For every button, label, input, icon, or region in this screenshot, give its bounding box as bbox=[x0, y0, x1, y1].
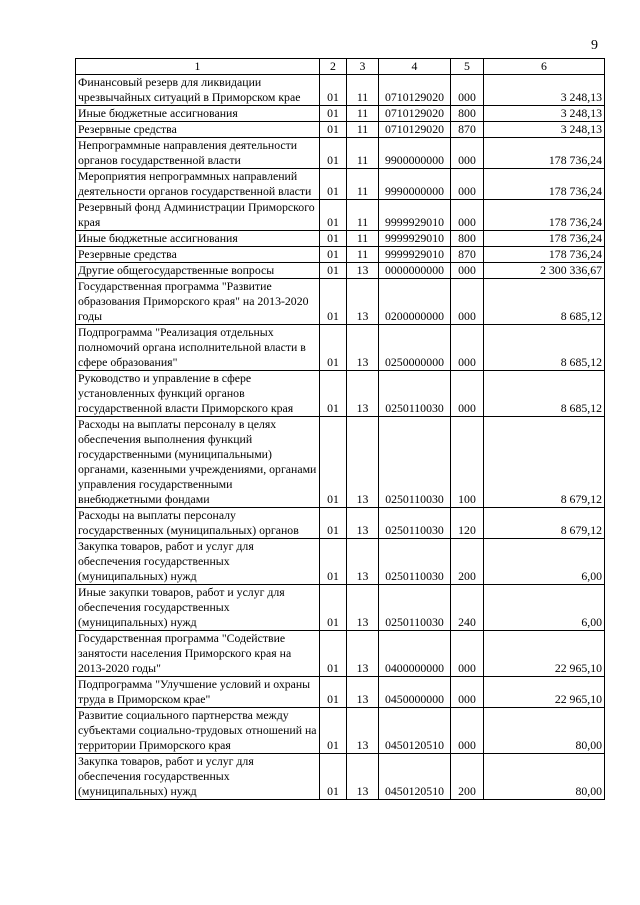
table-row bbox=[76, 138, 605, 169]
row-target-article-cell: 0710129020 bbox=[379, 122, 451, 138]
row-subsection-cell: 13 bbox=[347, 708, 379, 754]
row-expense-type-cell: 000 bbox=[451, 708, 484, 754]
row-subsection-cell: 11 bbox=[347, 169, 379, 200]
row-section-cell: 01 bbox=[320, 75, 347, 106]
row-section-cell: 01 bbox=[320, 585, 347, 631]
row-expense-type-cell: 800 bbox=[451, 106, 484, 122]
row-section-cell: 01 bbox=[320, 138, 347, 169]
row-subsection-cell: 11 bbox=[347, 231, 379, 247]
row-name-cell: Иные бюджетные ассигнования bbox=[76, 231, 320, 247]
row-target-article-cell: 0250000000 bbox=[379, 325, 451, 371]
table-row bbox=[76, 231, 605, 247]
row-target-article-cell: 0250110030 bbox=[379, 539, 451, 585]
row-sum-cell: 3 248,13 bbox=[484, 106, 605, 122]
row-target-article-cell: 0250110030 bbox=[379, 371, 451, 417]
table-row bbox=[76, 75, 605, 106]
row-target-article-cell: 0710129020 bbox=[379, 75, 451, 106]
row-name-cell: Непрограммные направления деятельности органов государственной власти bbox=[76, 138, 320, 169]
column-header-5: 5 bbox=[451, 59, 484, 75]
row-sum-cell: 178 736,24 bbox=[484, 231, 605, 247]
row-section-cell: 01 bbox=[320, 279, 347, 325]
column-header-4: 4 bbox=[379, 59, 451, 75]
row-name-cell: Расходы на выплаты персоналу государственных (муниципальных) органов bbox=[76, 508, 320, 539]
row-subsection-cell: 13 bbox=[347, 279, 379, 325]
row-section-cell: 01 bbox=[320, 106, 347, 122]
row-section-cell: 01 bbox=[320, 169, 347, 200]
table-row bbox=[76, 677, 605, 708]
row-subsection-cell: 13 bbox=[347, 631, 379, 677]
row-sum-cell: 3 248,13 bbox=[484, 122, 605, 138]
row-subsection-cell: 13 bbox=[347, 325, 379, 371]
row-sum-cell: 6,00 bbox=[484, 539, 605, 585]
row-target-article-cell: 0000000000 bbox=[379, 263, 451, 279]
row-target-article-cell: 9990000000 bbox=[379, 169, 451, 200]
table-row bbox=[76, 279, 605, 325]
row-subsection-cell: 13 bbox=[347, 754, 379, 800]
table-row bbox=[76, 169, 605, 200]
column-header-1: 1 bbox=[76, 59, 320, 75]
row-expense-type-cell: 000 bbox=[451, 169, 484, 200]
row-sum-cell: 3 248,13 bbox=[484, 75, 605, 106]
row-name-cell: Резервные средства bbox=[76, 122, 320, 138]
row-subsection-cell: 13 bbox=[347, 371, 379, 417]
row-expense-type-cell: 870 bbox=[451, 122, 484, 138]
row-name-cell: Другие общегосударственные вопросы bbox=[76, 263, 320, 279]
page-number: 9 bbox=[591, 38, 598, 53]
row-target-article-cell: 0250110030 bbox=[379, 585, 451, 631]
table-header-row bbox=[76, 59, 605, 75]
row-expense-type-cell: 000 bbox=[451, 75, 484, 106]
row-name-cell: Подпрограмма "Улучшение условий и охраны труда в Приморском крае" bbox=[76, 677, 320, 708]
row-expense-type-cell: 000 bbox=[451, 325, 484, 371]
row-expense-type-cell: 000 bbox=[451, 677, 484, 708]
row-name-cell: Развитие социального партнерства между субъектами социально-трудовых отношений на территории Приморского края bbox=[76, 708, 320, 754]
row-sum-cell: 22 965,10 bbox=[484, 677, 605, 708]
row-subsection-cell: 11 bbox=[347, 200, 379, 231]
row-sum-cell: 178 736,24 bbox=[484, 200, 605, 231]
row-subsection-cell: 13 bbox=[347, 263, 379, 279]
row-subsection-cell: 11 bbox=[347, 75, 379, 106]
row-name-cell: Закупка товаров, работ и услуг для обеспечения государственных (муниципальных) нужд bbox=[76, 539, 320, 585]
row-sum-cell: 8 685,12 bbox=[484, 279, 605, 325]
row-sum-cell: 80,00 bbox=[484, 708, 605, 754]
row-target-article-cell: 0450120510 bbox=[379, 708, 451, 754]
row-section-cell: 01 bbox=[320, 200, 347, 231]
row-target-article-cell: 9999929010 bbox=[379, 200, 451, 231]
row-name-cell: Государственная программа "Развитие образования Приморского края" на 2013-2020 годы bbox=[76, 279, 320, 325]
row-expense-type-cell: 200 bbox=[451, 539, 484, 585]
row-section-cell: 01 bbox=[320, 231, 347, 247]
row-expense-type-cell: 800 bbox=[451, 231, 484, 247]
row-name-cell: Закупка товаров, работ и услуг для обеспечения государственных (муниципальных) нужд bbox=[76, 754, 320, 800]
row-sum-cell: 8 679,12 bbox=[484, 417, 605, 508]
row-subsection-cell: 13 bbox=[347, 417, 379, 508]
row-name-cell: Резервные средства bbox=[76, 247, 320, 263]
row-section-cell: 01 bbox=[320, 417, 347, 508]
row-section-cell: 01 bbox=[320, 754, 347, 800]
row-sum-cell: 22 965,10 bbox=[484, 631, 605, 677]
row-expense-type-cell: 000 bbox=[451, 200, 484, 231]
row-section-cell: 01 bbox=[320, 371, 347, 417]
row-name-cell: Иные бюджетные ассигнования bbox=[76, 106, 320, 122]
row-name-cell: Расходы на выплаты персоналу в целях обеспечения выполнения функций государственными (муниципальными) органами, казенными учреждениями, органами управления государственными внебюджетными фондами bbox=[76, 417, 320, 508]
row-expense-type-cell: 000 bbox=[451, 371, 484, 417]
row-name-cell: Государственная программа "Содействие занятости населения Приморского края на 2013-2020 годы" bbox=[76, 631, 320, 677]
row-expense-type-cell: 200 bbox=[451, 754, 484, 800]
row-name-cell: Подпрограмма "Реализация отдельных полномочий органа исполнительной власти в сфере образования" bbox=[76, 325, 320, 371]
row-sum-cell: 8 685,12 bbox=[484, 371, 605, 417]
row-subsection-cell: 13 bbox=[347, 508, 379, 539]
row-target-article-cell: 9999929010 bbox=[379, 231, 451, 247]
row-target-article-cell: 0450000000 bbox=[379, 677, 451, 708]
row-expense-type-cell: 870 bbox=[451, 247, 484, 263]
budget-table bbox=[75, 58, 605, 800]
row-sum-cell: 178 736,24 bbox=[484, 247, 605, 263]
row-section-cell: 01 bbox=[320, 325, 347, 371]
row-sum-cell: 8 679,12 bbox=[484, 508, 605, 539]
table-row bbox=[76, 325, 605, 371]
table-row bbox=[76, 122, 605, 138]
column-header-2: 2 bbox=[320, 59, 347, 75]
table-row bbox=[76, 263, 605, 279]
row-section-cell: 01 bbox=[320, 508, 347, 539]
table-row bbox=[76, 371, 605, 417]
table-row bbox=[76, 585, 605, 631]
row-target-article-cell: 0250110030 bbox=[379, 417, 451, 508]
row-section-cell: 01 bbox=[320, 122, 347, 138]
row-target-article-cell: 0250110030 bbox=[379, 508, 451, 539]
row-target-article-cell: 0710129020 bbox=[379, 106, 451, 122]
row-name-cell: Руководство и управление в сфере установленных функций органов государственной власти Приморского края bbox=[76, 371, 320, 417]
row-target-article-cell: 0400000000 bbox=[379, 631, 451, 677]
row-subsection-cell: 11 bbox=[347, 247, 379, 263]
row-expense-type-cell: 000 bbox=[451, 138, 484, 169]
table-row bbox=[76, 247, 605, 263]
row-section-cell: 01 bbox=[320, 539, 347, 585]
row-sum-cell: 6,00 bbox=[484, 585, 605, 631]
row-sum-cell: 80,00 bbox=[484, 754, 605, 800]
row-subsection-cell: 13 bbox=[347, 585, 379, 631]
row-target-article-cell: 9999929010 bbox=[379, 247, 451, 263]
row-expense-type-cell: 100 bbox=[451, 417, 484, 508]
row-expense-type-cell: 240 bbox=[451, 585, 484, 631]
table-row bbox=[76, 754, 605, 800]
row-expense-type-cell: 000 bbox=[451, 263, 484, 279]
row-section-cell: 01 bbox=[320, 247, 347, 263]
table-row bbox=[76, 708, 605, 754]
row-section-cell: 01 bbox=[320, 708, 347, 754]
row-subsection-cell: 11 bbox=[347, 106, 379, 122]
row-subsection-cell: 13 bbox=[347, 677, 379, 708]
row-section-cell: 01 bbox=[320, 677, 347, 708]
table-row bbox=[76, 106, 605, 122]
row-target-article-cell: 9900000000 bbox=[379, 138, 451, 169]
column-header-6: 6 bbox=[484, 59, 605, 75]
row-subsection-cell: 13 bbox=[347, 539, 379, 585]
row-name-cell: Финансовый резерв для ликвидации чрезвычайных ситуаций в Приморском крае bbox=[76, 75, 320, 106]
table-row bbox=[76, 508, 605, 539]
column-header-3: 3 bbox=[347, 59, 379, 75]
row-sum-cell: 178 736,24 bbox=[484, 138, 605, 169]
table-row bbox=[76, 200, 605, 231]
table-row bbox=[76, 631, 605, 677]
row-target-article-cell: 0200000000 bbox=[379, 279, 451, 325]
table-row bbox=[76, 417, 605, 508]
row-name-cell: Иные закупки товаров, работ и услуг для обеспечения государственных (муниципальных) нужд bbox=[76, 585, 320, 631]
table-row bbox=[76, 539, 605, 585]
row-expense-type-cell: 120 bbox=[451, 508, 484, 539]
row-subsection-cell: 11 bbox=[347, 138, 379, 169]
row-sum-cell: 2 300 336,67 bbox=[484, 263, 605, 279]
row-expense-type-cell: 000 bbox=[451, 631, 484, 677]
row-section-cell: 01 bbox=[320, 263, 347, 279]
row-section-cell: 01 bbox=[320, 631, 347, 677]
row-target-article-cell: 0450120510 bbox=[379, 754, 451, 800]
row-name-cell: Мероприятия непрограммных направлений деятельности органов государственной власти bbox=[76, 169, 320, 200]
row-subsection-cell: 11 bbox=[347, 122, 379, 138]
row-sum-cell: 8 685,12 bbox=[484, 325, 605, 371]
row-name-cell: Резервный фонд Администрации Приморского края bbox=[76, 200, 320, 231]
row-sum-cell: 178 736,24 bbox=[484, 169, 605, 200]
row-expense-type-cell: 000 bbox=[451, 279, 484, 325]
